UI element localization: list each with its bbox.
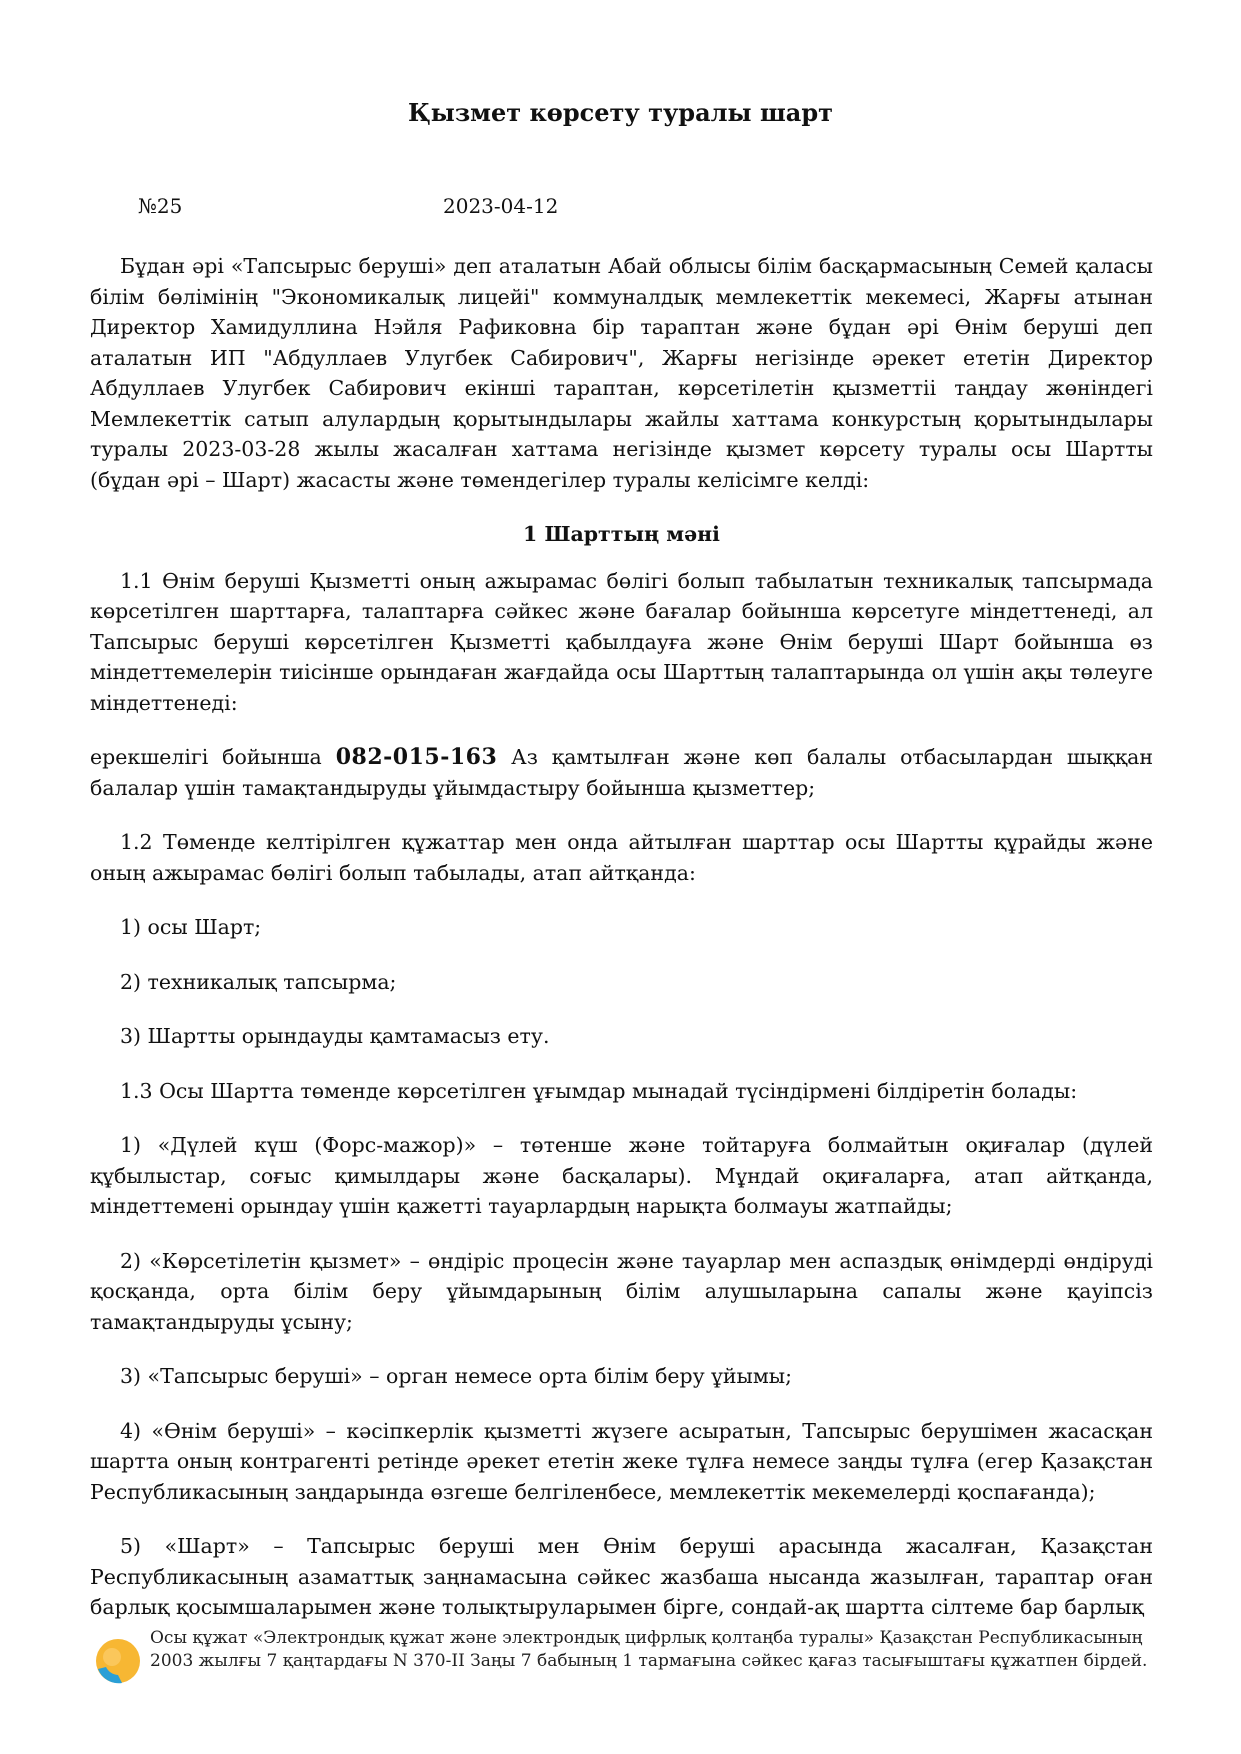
clause-1-3: 1.3 Осы Шартта төменде көрсетілген ұғымдар мынадай түсіндірмені білдіретін болады: <box>120 1078 1078 1103</box>
service-specification <box>90 742 1153 803</box>
clause-1-1: 1.1 Өнім беруші Қызметті оның ажырамас бөлігі болып табылатын техникалық тапсырмада көрсетілген шарттарға, талаптарға сәйкес және бағалар бойынша көрсетуге міндеттенеді, ал Тапсырыс беруші көрсетілген Қызметті қабылдауға және Өнім беруші Шарт бойынша өз міндеттемелерін тиісінше орындаған жағдайда осы Шарттың талаптарында ол үшін ақы төлеуге міндеттенеді: <box>90 568 1153 715</box>
definition-item: 1) «Дүлей күш (Форс-мажор)» – төтенше және тойтаруға болмайтын оқиғалар (дүлей құбылыстар, соғыс қимылдары және басқалары). Мұндай оқиғаларға, атап айтқанда, міндеттемені орындау үшін қажетті тауарлардың нарықта болмауы жатпайды; <box>90 1133 1153 1218</box>
definition-item: 2) «Көрсетілетін қызмет» – өндіріс процесін және тауарлар мен аспаздық өнімдерді өндіруді қосқанда, орта білім беру ұйымдарының білім алушыларына сапалы және қауіпсіз тамақтандыруды ұсыну; <box>90 1248 1153 1334</box>
list-item: 2) техникалық тапсырма; <box>120 969 397 994</box>
section-1-heading: 1 Шарттың мәні <box>523 522 720 546</box>
service-text: Аз қамтылған және көп балалы отбасылардан шыққан балалар үшін тамақтандыруды ұйымдастыру бойынша қызметтер; <box>90 745 1153 800</box>
intro-paragraph: Бұдан әрі «Тапсырыс беруші» деп аталатын Абай облысы білім басқармасының Семей қаласы білім бөлімінің "Экономикалық лицейі" коммуналдық мемлекеттік мекемесі, Жарғы атынан Директор Хамидуллина Нэйля Рафиковна бір тараптан және бұдан әрі Өнім беруші деп аталатын ИП "Абдуллаев Улугбек Сабирович", Жарғы негізінде әрекет ететін Директор Абдуллаев Улугбек Сабирович екінші тараптан, көрсетілетін қызметтіі таңдау жөніндегі Мемлекеттік сатып алулардың қорытындылары жайлы хаттама конкурстың қорытындылары туралы 2023-03-28 жылы жасалған хаттама негізінде қызмет көрсету туралы осы Шартты (бұдан әрі – Шарт) жасасты және төмендегілер туралы келісімге келді: <box>90 254 1153 492</box>
contract-number: №25 <box>138 194 183 218</box>
service-code: 082-015-163 <box>335 744 498 770</box>
definition-item: 4) «Өнім беруші» – кәсіпкерлік қызметті жүзеге асыратын, Тапсырыс берушімен жасасқан шартта оның контрагенті ретінде әрекет ететін жеке тұлға немесе заңды тұлға (егер Қазақстан Республикасының заңдарында өзгеше белгіленбесе, мемлекеттік мекемелерді қоспағанда); <box>90 1418 1153 1504</box>
egov-sun-logo-icon <box>92 1635 144 1687</box>
definition-item: 3) «Тапсырыс беруші» – орган немесе орта білім беру ұйымы; <box>120 1364 792 1388</box>
service-prefix: ерекшелігі бойынша <box>90 745 322 769</box>
clause-1-2: 1.2 Төменде келтірілген құжаттар мен онда айтылған шарттар осы Шартты құрайды және оның ажырамас бөлігі болып табылады, атап айтқанда: <box>90 830 1153 885</box>
legal-note: Осы құжат «Электрондық құжат және электрондық цифрлық қолтаңба туралы» Қазақстан Республикасының 2003 жылғы 7 қаңтардағы N 370-II Заңы 7 бабының 1 тармағына сәйкес қағаз тасығыштағы құжатпен бірдей. <box>150 1628 1148 1671</box>
list-item: 3) Шартты орындауды қамтамасыз ету. <box>120 1024 550 1048</box>
document-title: Қызмет көрсету туралы шарт <box>408 98 833 127</box>
list-item: 1) осы Шарт; <box>120 915 262 939</box>
contract-date: 2023-04-12 <box>443 194 559 218</box>
footer-stamp <box>92 1627 1152 1732</box>
definition-item: 5) «Шарт» – Тапсырыс беруші мен Өнім беруші арасында жасалған, Қазақстан Республикасының азаматтық заңнамасына сәйкес жазбаша нысанда жазылған, тараптар оған барлық қосымшаларымен және толықтыруларымен бірге, сондай-ақ шартта сілтеме бар барлық <box>90 1534 1153 1619</box>
document-body <box>90 251 1153 1647</box>
